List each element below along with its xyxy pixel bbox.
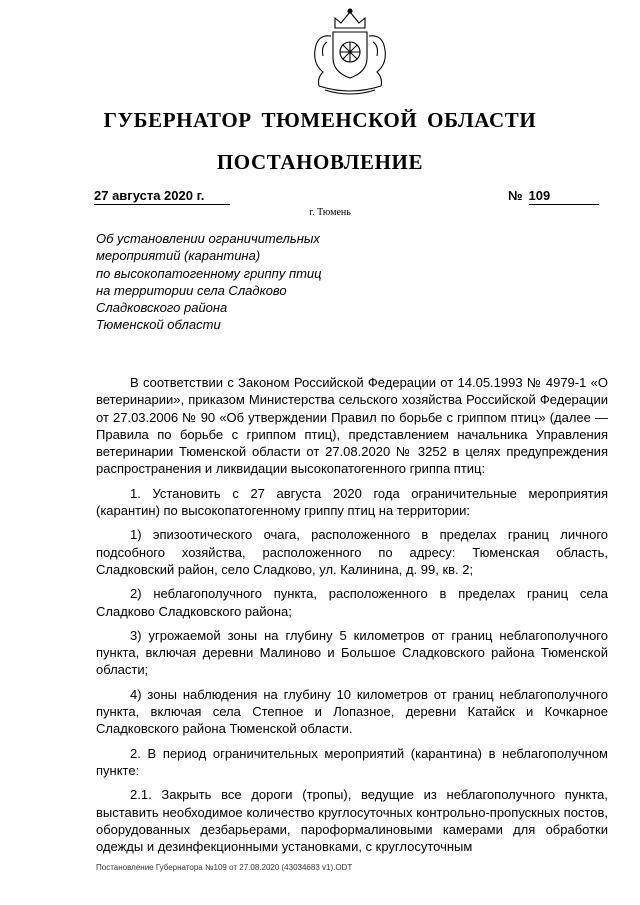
subject-line: Тюменской области bbox=[96, 317, 221, 333]
body-paragraph: В соответствии с Законом Российской Федерации от 14.05.1993 № 4979-1 «О ветеринарии», приказом Министерства сельского хозяйства Российской Федерации от 27.03.2006 № 90 «Об утверждении Правил по борьбе с гриппом птиц» (далее — Правила по борьбе с гриппом птиц), представлением начальника Управления ветеринарии Тюменской области от 27.08.2020 № 3252 в целях предупреждения распространения и ликвидации высокопатогенного гриппа птиц: bbox=[96, 375, 608, 477]
number-value: 109 bbox=[529, 188, 599, 205]
subject-line: по высокопатогенному гриппу птиц bbox=[96, 265, 322, 281]
number-label: № bbox=[508, 188, 523, 203]
body-paragraph: 1. Установить с 27 августа 2020 года ограничительные мероприятия (карантин) по высокопатогенному гриппу птиц на территории: bbox=[96, 485, 608, 519]
document-body bbox=[96, 374, 608, 862]
document-date: 27 августа 2020 г. bbox=[94, 188, 230, 205]
coat-of-arms-icon bbox=[305, 6, 395, 98]
body-paragraph: 1) эпизоотического очага, расположенного в пределах границ личного подсобного хозяйства, расположенного по адресу: Тюменская область, Сладковский район, село Сладково, ул. Калинина, д. 99, кв. 2; bbox=[96, 527, 608, 577]
document-subject bbox=[96, 230, 396, 334]
document-type: ПОСТАНОВЛЕНИЕ bbox=[216, 150, 424, 174]
body-paragraph: 2) неблагополучного пункта, расположенного в пределах границ села Сладково Сладковского района; bbox=[96, 586, 608, 619]
body-paragraph: 2.1. Закрыть все дороги (тропы), ведущие из неблагополучного пункта, выставить необходимое количество круглосуточных контрольно-пропускных постов, оборудованных дезбарьерами, пароформалиновыми камерами для обработки одежды и дезинфекционными установками, с круглосуточным bbox=[96, 787, 608, 855]
subject-line: Об установлении ограничительных bbox=[96, 231, 320, 246]
document-number bbox=[508, 188, 599, 205]
subject-line: мероприятий (карантина) bbox=[96, 248, 261, 264]
document-place: г. Тюмень bbox=[309, 207, 351, 218]
body-paragraph: 3) угрожаемой зоны на глубину 5 километров от границ неблагополучного пункта, включая деревни Малиново и Большое Сладковского района Тюменской области; bbox=[96, 627, 608, 678]
body-paragraph: 2. В период ограничительных мероприятий (карантина) в неблагополучном пункте: bbox=[96, 745, 608, 778]
subject-line: на территории села Сладково bbox=[96, 282, 287, 298]
document-footer: Постановление Губернатора №109 от 27.08.2020 (43034683 v1).ODT bbox=[96, 863, 353, 872]
body-paragraph: 4) зоны наблюдения на глубину 10 километров от границ неблагополучного пункта, включая села Степное и Лопазное, деревни Катайск и Кочкарное Сладковского района Тюменской области. bbox=[96, 686, 608, 737]
governor-title: ГУБЕРНАТОР ТЮМЕНСКОЙ ОБЛАСТИ bbox=[103, 108, 537, 132]
subject-line: Сладковского района bbox=[96, 300, 228, 316]
